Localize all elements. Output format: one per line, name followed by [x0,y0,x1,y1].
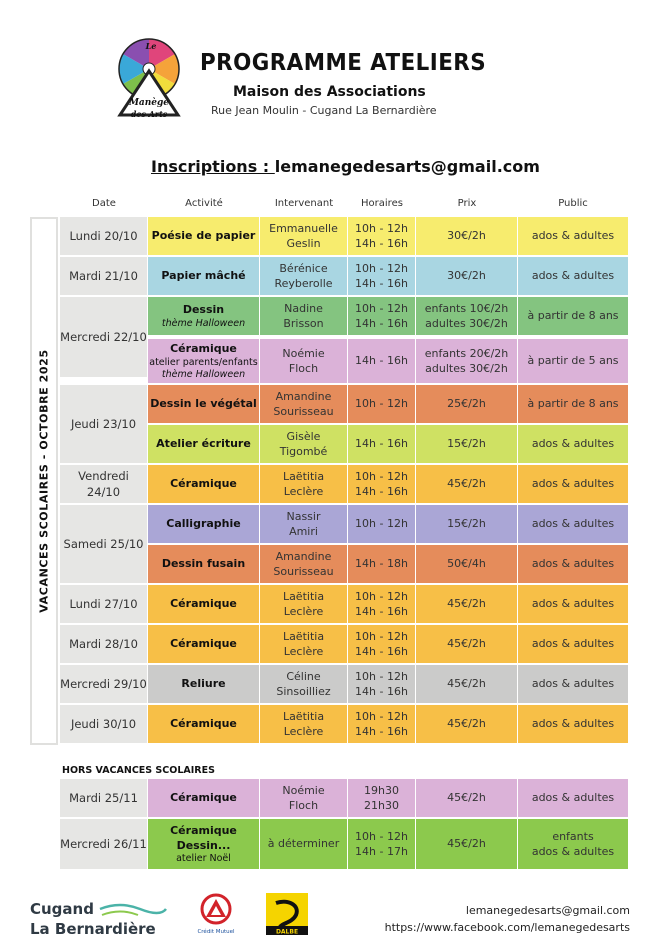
prix-line: 45€/2h [447,597,486,611]
public-cell [518,625,628,663]
prix-cell [416,585,517,623]
date-cell: Mercredi 22/10 [60,297,147,377]
prix-cell [416,425,517,463]
activite-name: Céramique [170,477,237,491]
prix-line: 45€/2h [447,791,486,805]
public-cell [518,545,628,583]
horaires-cell [348,505,415,543]
activite-name: Atelier écriture [156,437,251,451]
activite-note: thème Halloween [161,317,246,329]
intervenant-line: Leclère [283,645,324,658]
public-cell [518,217,628,255]
cugand-text-1: Cugand [30,900,94,918]
intervenant-line: Gisèle [286,429,321,443]
activite-name: Poésie de papier [151,229,256,243]
horaires-line: 10h - 12h [355,301,408,315]
prix-cell [416,339,517,383]
horaires-cell [348,585,415,623]
horaires-line: 14h - 16h [355,645,408,658]
intervenant-cell [260,385,347,423]
prix-cell [416,779,517,817]
prix-line: 15€/2h [447,437,486,451]
credit-mutuel-text: Crédit Mutuel [197,929,235,935]
activite-name: Céramique [170,717,237,731]
horaires-line: 19h30 [364,783,399,797]
date-cell: Mardi 25/11 [60,779,147,817]
intervenant-cell [260,819,347,869]
intervenant-line: Nassir [286,509,321,523]
activite-cell [148,425,259,463]
activite-cell [148,665,259,703]
horaires-cell [348,217,415,255]
intervenant-cell [260,545,347,583]
public-line: ados & adultes [531,269,615,283]
public-cell [518,585,628,623]
intervenant-line: Tigombé [279,445,328,458]
activite-cell [148,779,259,817]
activite-name: Dessin fusain [161,557,246,571]
intervenant-line: Laëtitia [282,469,325,483]
public-line: ados & adultes [531,597,615,611]
horaires-line: 14h - 16h [355,685,408,698]
intervenant-line: Reyberolle [274,277,333,290]
activite-cell [148,545,259,583]
horaires-line: 10h - 12h [355,221,408,235]
horaires-line: 14h - 18h [355,557,408,571]
horaires-cell [348,545,415,583]
activite-name: Calligraphie [166,517,241,531]
intervenant-cell [260,257,347,295]
dalbe-logo [266,893,308,935]
prix-cell [416,217,517,255]
intervenant-line: Amandine [275,549,332,563]
activite-name: Dessin... [176,839,231,853]
date-cell: Mardi 28/10 [60,625,147,663]
intervenant-line: Laëtitia [282,709,325,723]
horaires-line: 14h - 16h [355,277,408,290]
activite-name: Papier mâché [161,269,246,283]
prix-line: 15€/2h [447,517,486,531]
date-cell: Lundi 27/10 [60,585,147,623]
prix-line: adultes 30€/2h [425,317,508,330]
horaires-line: 10h - 12h [355,669,408,683]
intervenant-cell [260,779,347,817]
horaires-cell [348,257,415,295]
public-line: ados & adultes [531,517,615,531]
intervenant-cell [260,217,347,255]
activite-cell [148,625,259,663]
activite-cell [148,339,259,383]
column-header-activite: Activité [185,198,223,209]
horaires-line: 14h - 16h [355,237,408,250]
intervenant-line: à déterminer [267,837,340,851]
intervenant-cell [260,585,347,623]
cugand-text-2: La Bernardière [30,920,156,938]
public-line: ados & adultes [531,845,615,858]
horaires-cell [348,625,415,663]
intervenant-cell [260,297,347,335]
intervenant-line: Nadine [284,301,323,315]
activite-note: atelier Noël [176,853,231,865]
intervenant-line: Amandine [275,389,332,403]
intervenant-line: Leclère [283,485,324,498]
horaires-cell [348,339,415,383]
intervenant-cell [260,705,347,743]
horaires-line: 10h - 12h [355,469,408,483]
date-cell: Jeudi 30/10 [60,705,147,743]
public-cell [518,819,628,869]
intervenant-line: Floch [288,362,319,375]
date-cell: Jeudi 23/10 [60,385,147,463]
intervenant-cell [260,505,347,543]
intervenant-line: Floch [288,799,319,812]
public-cell [518,505,628,543]
prix-line: 45€/2h [447,477,486,491]
public-cell [518,779,628,817]
activite-note: atelier parents/enfants [149,356,258,368]
prix-cell [416,625,517,663]
intervenant-line: Geslin [286,237,321,250]
horaires-cell [348,705,415,743]
date-cell: Mardi 21/10 [60,257,147,295]
prix-line: adultes 30€/2h [425,362,508,375]
activite-name: Céramique [170,823,237,837]
activite-cell [148,819,259,869]
date-cell: Samedi 25/10 [60,505,147,583]
horaires-cell [348,297,415,335]
column-header-public: Public [558,198,588,209]
activite-cell [148,505,259,543]
logo-text-manege: Manège [128,98,170,108]
horaires-line: 10h - 12h [355,709,408,723]
prix-line: 30€/2h [447,229,486,243]
public-line: ados & adultes [531,717,615,731]
intervenant-line: Céline [286,669,321,683]
activite-name: Céramique [170,791,237,805]
side-label: VACANCES SCOLAIRES - OCTOBRE 2025 [37,349,51,613]
horaires-line: 14h - 16h [355,317,408,330]
horaires-line: 10h - 12h [355,589,408,603]
horaires-line: 14h - 16h [355,725,408,738]
horaires-cell [348,465,415,503]
horaires-line: 14h - 16h [355,437,408,451]
public-cell [518,339,628,383]
activite-cell [148,705,259,743]
public-cell [518,425,628,463]
horaires-line: 10h - 12h [355,397,408,411]
date-cell: Vendredi 24/10 [60,465,147,503]
public-line: à partir de 5 ans [527,354,619,368]
public-cell [518,705,628,743]
prix-line: 30€/2h [447,269,486,283]
credit-mutuel-logo [196,893,236,937]
intervenant-cell [260,425,347,463]
prix-cell [416,505,517,543]
intervenant-line: Noémie [282,783,325,797]
logo-text-arts: des Arts [130,109,168,119]
public-line: ados & adultes [531,477,615,491]
date-cell: Mercredi 26/11 [60,819,147,869]
horaires-line: 21h30 [364,799,399,812]
intervenant-cell [260,625,347,663]
activite-name: Reliure [181,677,226,691]
activite-name: Céramique [170,597,237,611]
intervenant-cell [260,465,347,503]
date-cell: Mercredi 29/10 [60,665,147,703]
prix-cell [416,465,517,503]
manege-des-arts-logo [110,35,188,127]
activite-cell [148,257,259,295]
prix-line: 45€/2h [447,677,486,691]
activite-name: Céramique [170,637,237,651]
intervenant-line: Brisson [283,317,324,330]
intervenant-cell [260,665,347,703]
prix-cell [416,705,517,743]
column-header-horaires: Horaires [361,198,403,209]
public-line: ados & adultes [531,637,615,651]
prix-line: enfants 20€/2h [424,346,509,360]
activite-note: thème Halloween [161,368,246,380]
address: Rue Jean Moulin - Cugand La Bernardière [211,104,437,117]
prix-cell [416,385,517,423]
intervenant-line: Sourisseau [273,405,334,418]
column-header-intervenant: Intervenant [274,198,334,209]
footer-facebook[interactable]: https://www.facebook.com/lemanegedesarts [384,920,630,934]
public-cell [518,257,628,295]
horaires-line: 14h - 16h [355,485,408,498]
activite-name: Dessin [182,303,225,317]
prix-cell [416,819,517,869]
date-cell: Lundi 20/10 [60,217,147,255]
public-line: à partir de 8 ans [527,309,619,323]
intervenant-line: Amiri [289,525,318,538]
prix-line: 50€/4h [447,557,486,571]
intervenant-line: Leclère [283,725,324,738]
prix-line: enfants 10€/2h [424,301,509,315]
page-subtitle: Maison des Associations [233,84,426,100]
inscriptions-line [151,157,540,176]
activite-cell [148,217,259,255]
activite-cell [148,385,259,423]
intervenant-line: Emmanuelle [269,221,338,235]
intervenant-line: Bérénice [279,261,328,275]
public-cell [518,465,628,503]
public-cell [518,665,628,703]
intervenant-line: Laëtitia [282,629,325,643]
horaires-cell [348,819,415,869]
public-line: ados & adultes [531,791,615,805]
logo-text-le: Le [145,41,157,51]
dalbe-text: DALBE [275,928,299,935]
horaires-cell [348,779,415,817]
inscriptions-email[interactable]: lemanegedesarts@gmail.com [274,157,540,176]
public-line: ados & adultes [531,557,615,571]
horaires-line: 14h - 17h [355,845,408,858]
public-line: à partir de 8 ans [527,397,619,411]
intervenant-line: Noémie [282,346,325,360]
intervenant-line: Sourisseau [273,565,334,578]
column-header-date: Date [92,198,116,209]
horaires-cell [348,665,415,703]
public-line: ados & adultes [531,437,615,451]
cugand-logo [30,899,170,939]
intervenant-cell [260,339,347,383]
horaires-line: 10h - 12h [355,829,408,843]
public-line: ados & adultes [531,677,615,691]
horaires-line: 10h - 12h [355,261,408,275]
page-title: PROGRAMME ATELIERS [200,50,487,76]
horaires-line: 10h - 12h [355,629,408,643]
intervenant-line: Sinsoilliez [276,685,331,698]
column-header-prix: Prix [457,198,477,209]
horaires-cell [348,385,415,423]
inscriptions-label: Inscriptions : [151,157,275,176]
horaires-cell [348,425,415,463]
prix-cell [416,257,517,295]
public-line: enfants [552,829,594,843]
intervenant-line: Leclère [283,605,324,618]
hors-vacances-label: HORS VACANCES SCOLAIRES [62,765,215,776]
prix-line: 45€/2h [447,837,486,851]
activite-name: Céramique [170,342,237,356]
horaires-line: 14h - 16h [355,605,408,618]
prix-line: 45€/2h [447,637,486,651]
footer-email[interactable]: lemanegedesarts@gmail.com [465,904,630,917]
activite-cell [148,297,259,335]
intervenant-line: Laëtitia [282,589,325,603]
public-line: ados & adultes [531,229,615,243]
activite-cell [148,585,259,623]
prix-cell [416,665,517,703]
horaires-line: 10h - 12h [355,517,408,531]
prix-cell [416,545,517,583]
public-cell [518,297,628,335]
horaires-line: 14h - 16h [355,354,408,368]
prix-cell [416,297,517,335]
public-cell [518,385,628,423]
prix-line: 45€/2h [447,717,486,731]
activite-name: Dessin le végétal [150,397,257,411]
footer-contact [385,903,630,936]
prix-line: 25€/2h [447,397,486,411]
activite-cell [148,465,259,503]
